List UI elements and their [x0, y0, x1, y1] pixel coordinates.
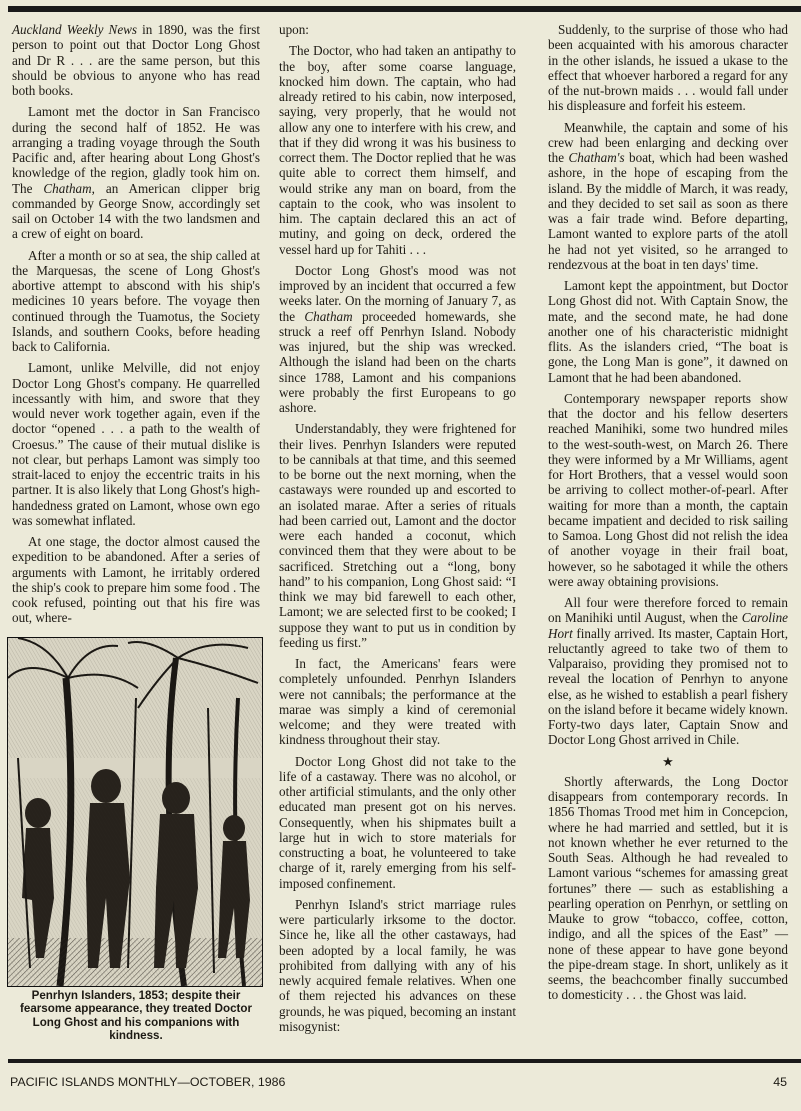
paragraph: Understandably, they were frightened for their lives. Penrhyn Islanders were reputed to be cannibals at that time, and this seemed to be borne out the next morning, when the castaways were rounded up and escorted to an isolated marae. After a series of rituals had been carried out, Lamont and the doctor were each handed a coconut, which convinced them that they were about to be sacrificed. Stretching out a “long, bony hand” to his companion, Long Ghost said: “I think we may bid farewell to each other, Lamont; we are selected first to be cooked; I suppose they want to put us in condition by feeding us first.”: [279, 421, 516, 650]
paragraph: Doctor Long Ghost's mood was not improved by an incident that occurred a few weeks later. On the morning of January 7, as the Chatham proceeded homewards, she struck a reef off Penrhyn Island. Nobody was injured, but the ship was wrecked. Although the island had been on the charts since 1788, Lamont and his companions were probably the first Europeans to go ashore.: [279, 262, 516, 415]
ship-name: Caroline Hort: [548, 610, 788, 641]
engraving-image: [8, 638, 262, 986]
paragraph: Auckland Weekly News in 1890, was the first person to point out that Doctor Long Ghost and Dr R . . . are the same person, but this should be obvious to anyone who has read both books.: [12, 22, 260, 98]
paragraph: All four were therefore forced to remain on Manihiki until August, when the Caroline Hort finally arrived. Its master, Captain Hort, reluctantly agreed to take two of them to Valparaiso, providing they promised not to reveal the location of Penrhyn to anyone else, as he wished to establish a pearl fishery on the island before it became widely known. Forty-two days later, Captain Snow and Doctor Long Ghost arrived in Chile.: [548, 595, 788, 748]
ship-name: Chatham's: [568, 150, 625, 165]
publication-line: PACIFIC ISLANDS MONTHLY—OCTOBER, 1986: [10, 1075, 286, 1089]
publication-title: Auckland Weekly News: [12, 22, 138, 37]
article-column-2: [279, 22, 516, 1040]
paragraph: Contemporary newspaper reports show that the doctor and his fellow deserters reached Manihiki, some two hundred miles to the west-south-west, on March 26. There they were informed by a Mr Williams, agent for Hort Brothers, that a vessel would soon be arriving to collect mother-of-pearl. After waiting for more than a month, the captain became impatient and decided to risk sailing to Samoa. Long Ghost did not relish the idea of another voyage in their frail boat, however, so he sabotaged it while the others were away obtaining provisions.: [548, 390, 788, 589]
ship-name: Chatham: [43, 180, 92, 196]
block-quote: The Doctor, who had taken an antipathy to the boy, after some coarse language, knocked him down. The captain, who had already retired to his cabin, now interposed, saying, very properly, that he would not allow any one to interfere with his crew, and that if they did wrong it was his business to correct them. The Doctor replied that he was quite able to correct them himself, and would strike any man on board, from the captain to the cook, who was insolent to him. The captain declared this an act of mutiny, and going on deck, ordered the vessel hard up for Tahiti . . .: [279, 43, 516, 257]
paragraph: Meanwhile, the captain and some of his crew had been enlarging and decking over the Chatham's boat, which had been washed ashore, in the hope of escaping from the island. By the middle of March, it was ready, and they decided to set sail as soon as there was a fair trade wind. Before departing, Lamont wanted to explore parts of the atoll he had not yet visited, so he arranged to rendezvous at the boat in ten days' time.: [548, 119, 789, 272]
paragraph: Lamont, unlike Melville, did not enjoy Doctor Long Ghost's company. He quarrelled incessantly with him, and swore that they would never work together again, even if the doctor “opened . . . a path to the wealth of Croesus.” The cause of their mutual dislike is not clear, but perhaps Lamont was simply too strait-laced to enjoy the eccentric traits in his partner. It is also likely that Long Ghost's high-handedness grated on Lamont, whose own ego was somewhat inflated.: [12, 360, 260, 528]
paragraph: Penrhyn Island's strict marriage rules were particularly irksome to the doctor. Since he, like all the other castaways, had been adopted by a local family, he was prohibited from dallying with any of his newly acquired female relatives. When one of them rejected his advances on these grounds, he was piqued, becoming an instant misogynist:: [279, 896, 516, 1034]
paragraph: Doctor Long Ghost did not take to the life of a castaway. There was no alcohol, or other artificial stimulants, and the only other educated man present got on his nerves. Consequently, when his shipmates built a large hut in wich to store materials for constructing a boat, he volunteered to take charge of it, rarely emerging from his self-imposed confinement.: [279, 753, 516, 891]
illustration-penrhyn-islanders: [7, 637, 263, 987]
paragraph: After a month or so at sea, the ship called at the Marquesas, the scene of Long Ghost's abortive attempt to abscond with his ship's medicines 10 years before. The voyage then continued through the Tuamotus, the Society Islands, and southern Cooks, before heading back to California.: [12, 247, 260, 354]
page-footer: [10, 1075, 787, 1089]
paragraph: Lamont kept the appointment, but Doctor Long Ghost did not. With Captain Snow, the mate, and the second mate, he had done another one of his characteristic midnight flits. As the islanders cried, “The boat is gone, the Long Man is gone”, it dawned on Lamont that he had been abandoned.: [548, 278, 788, 385]
illustration-caption: Penrhyn Islanders, 1853; despite their fearsome appearance, they treated Doctor Long Ghost and his companions with kindness.: [20, 989, 252, 1043]
section-break-star-icon: ★: [662, 753, 674, 769]
article-column-3: [548, 22, 788, 1009]
paragraph: Lamont met the doctor in San Francisco during the second half of 1852. He was arranging a trading voyage through the South Pacific and, after hearing about Long Ghost's knowledge of the region, gladly took him on. The Chatham, an American clipper brig commanded by George Snow, accordingly set sail on October 14 with the two landsmen and a crew of eight on board.: [12, 104, 260, 242]
paragraph: In fact, the Americans' fears were completely unfounded. Penrhyn Islanders were not cannibals; the performance at the marae was simply a kind of ceremonial welcome; and they were treated with kindness throughout their stay.: [279, 656, 516, 748]
paragraph: At one stage, the doctor almost caused the expedition to be abandoned. After a series of arguments with Lamont, he irritably ordered the ship's cook to prepare him some food . The cook refused, pointing out that his fire was out, where-: [12, 534, 260, 626]
bottom-rule: [8, 1059, 801, 1063]
ship-name: Chatham: [304, 308, 353, 324]
paragraph: upon:: [279, 22, 309, 37]
article-column-1: [12, 22, 260, 632]
top-rule: [8, 6, 801, 12]
block-quote: Suddenly, to the surprise of those who had been acquainted with his amorous character in the other islands, he issued a ukase to the effect that whoever harbored a regard for any of the nut-brown maids . . . would fall under his displeasure and forfeit his esteem.: [548, 22, 788, 114]
page-number: 45: [773, 1075, 787, 1089]
paragraph: Shortly afterwards, the Long Doctor disappears from contemporary records. In 1856 Thomas Trood met him in Concepcion, where he had married and settled, but it is not known whether he ever returned to the South Seas. Although he had revealed to Lamont various “schemes for amassing great fortunes” there — such as establishing a pearling operation on Penrhyn, or settling on Mauke to grow “tobacco, coffee, cotton, indigo, and all the spices of the East” — none of these appear to have gone beyond the pipe-dream stage. In short, unlikely as it seems, the beachcomber finally succumbed to domesticity . . . the Ghost was laid.: [548, 773, 788, 1003]
